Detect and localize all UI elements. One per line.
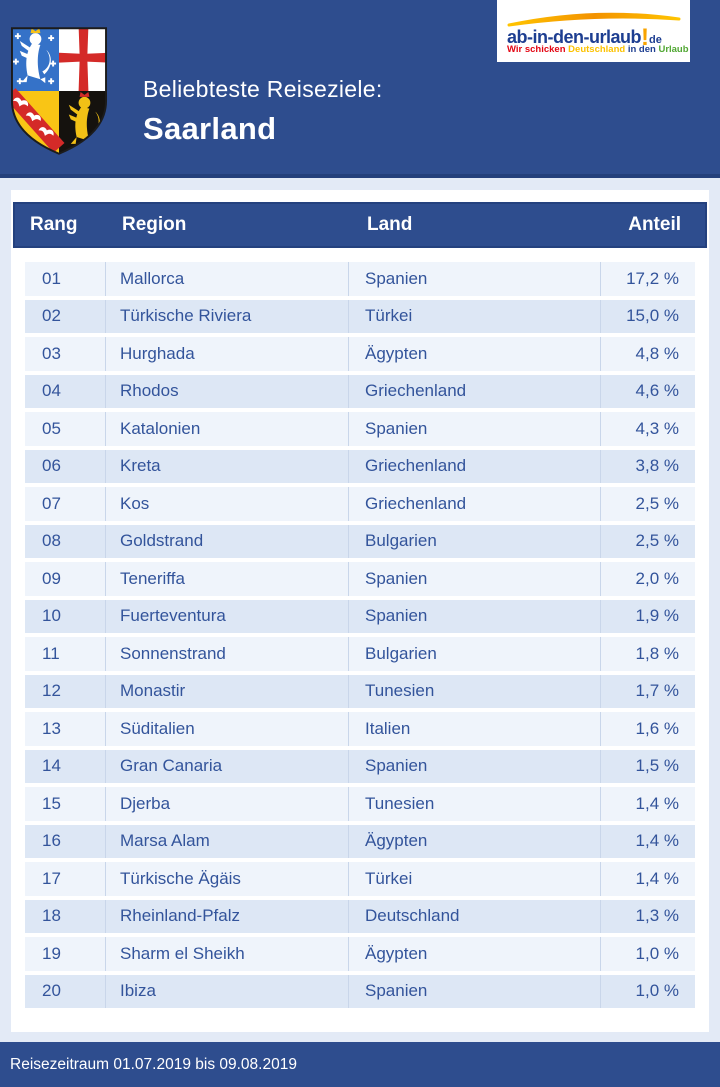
table-row <box>25 600 695 634</box>
region-cell: Marsa Alam <box>106 825 349 859</box>
column-header-anteil: Anteil <box>628 214 681 235</box>
column-header-rang: Rang <box>30 214 78 235</box>
table-row <box>25 825 695 859</box>
table-card <box>11 190 709 1032</box>
table-row <box>25 262 695 296</box>
rank-cell: 07 <box>25 487 106 521</box>
share-cell: 17,2 % <box>626 268 679 288</box>
region-cell: Fuerteventura <box>106 600 349 634</box>
table-row <box>25 937 695 971</box>
region-cell: Rheinland-Pfalz <box>106 900 349 934</box>
share-cell: 1,4 % <box>635 793 679 813</box>
column-header-land: Land <box>367 214 413 235</box>
share-cell: 2,5 % <box>635 531 679 551</box>
travel-period-text: Reisezeitraum 01.07.2019 bis 09.08.2019 <box>10 1055 297 1073</box>
share-cell: 15,0 % <box>626 306 679 326</box>
country-cell: Griechenland <box>349 450 601 484</box>
table-body <box>25 262 695 1012</box>
country-cell: Ägypten <box>349 937 601 971</box>
country-cell: Spanien <box>349 750 601 784</box>
rank-cell: 20 <box>25 975 106 1009</box>
country-cell: Spanien <box>349 600 601 634</box>
rank-cell: 15 <box>25 787 106 821</box>
table-row <box>25 412 695 446</box>
share-cell: 4,8 % <box>635 343 679 363</box>
country-cell: Türkei <box>349 862 601 896</box>
share-cell: 4,6 % <box>635 381 679 401</box>
rank-cell: 14 <box>25 750 106 784</box>
share-cell: 1,8 % <box>635 643 679 663</box>
share-cell: 1,4 % <box>635 868 679 888</box>
title-subtitle: Beliebteste Reiseziele: <box>143 76 383 102</box>
rank-cell: 08 <box>25 525 106 559</box>
region-cell: Sharm el Sheikh <box>106 937 349 971</box>
rank-cell: 01 <box>25 262 106 296</box>
rank-cell: 06 <box>25 450 106 484</box>
country-cell: Bulgarien <box>349 525 601 559</box>
country-cell: Italien <box>349 712 601 746</box>
rank-cell: 03 <box>25 337 106 371</box>
table-row <box>25 337 695 371</box>
share-cell: 1,9 % <box>635 606 679 626</box>
rank-cell: 17 <box>25 862 106 896</box>
country-cell: Spanien <box>349 562 601 596</box>
share-cell: 1,0 % <box>635 981 679 1001</box>
title-region-name: Saarland <box>143 111 277 146</box>
rank-cell: 12 <box>25 675 106 709</box>
country-cell: Ägypten <box>349 825 601 859</box>
page-title <box>143 76 383 147</box>
saarland-coat-of-arms-icon <box>10 26 108 156</box>
rank-cell: 02 <box>25 300 106 334</box>
footer-bar <box>0 1042 720 1087</box>
header-band <box>0 0 720 178</box>
share-cell: 2,0 % <box>635 568 679 588</box>
rank-cell: 05 <box>25 412 106 446</box>
region-cell: Hurghada <box>106 337 349 371</box>
table-row <box>25 975 695 1009</box>
column-header-region: Region <box>122 214 187 235</box>
region-cell: Sonnenstrand <box>106 637 349 671</box>
rank-cell: 04 <box>25 375 106 409</box>
country-cell: Spanien <box>349 975 601 1009</box>
country-cell: Tunesien <box>349 675 601 709</box>
share-cell: 1,6 % <box>635 718 679 738</box>
region-cell: Rhodos <box>106 375 349 409</box>
table-row <box>25 712 695 746</box>
table-row <box>25 637 695 671</box>
share-cell: 1,5 % <box>635 756 679 776</box>
table-row <box>25 375 695 409</box>
logo-exclamation: ! <box>641 24 649 51</box>
country-cell: Griechenland <box>349 375 601 409</box>
rank-cell: 16 <box>25 825 106 859</box>
share-cell: 2,5 % <box>635 493 679 513</box>
region-cell: Teneriffa <box>106 562 349 596</box>
table-row <box>25 750 695 784</box>
region-cell: Türkische Ägäis <box>106 862 349 896</box>
country-cell: Ägypten <box>349 337 601 371</box>
country-cell: Türkei <box>349 300 601 334</box>
country-cell: Spanien <box>349 412 601 446</box>
rank-cell: 13 <box>25 712 106 746</box>
table-row <box>25 487 695 521</box>
rank-cell: 10 <box>25 600 106 634</box>
logo-tagline <box>507 44 689 55</box>
tagline-urlaub: Urlaub <box>658 44 689 55</box>
country-cell: Tunesien <box>349 787 601 821</box>
region-cell: Süditalien <box>106 712 349 746</box>
country-cell: Deutschland <box>349 900 601 934</box>
rank-cell: 19 <box>25 937 106 971</box>
table-row <box>25 562 695 596</box>
region-cell: Katalonien <box>106 412 349 446</box>
rank-cell: 11 <box>25 637 106 671</box>
share-cell: 1,3 % <box>635 906 679 926</box>
tagline-in-den: in den <box>627 44 656 55</box>
country-cell: Bulgarien <box>349 637 601 671</box>
share-cell: 1,0 % <box>635 943 679 963</box>
table-row <box>25 787 695 821</box>
table-row <box>25 862 695 896</box>
region-cell: Goldstrand <box>106 525 349 559</box>
logo-text: ab-in-den-urlaub <box>507 27 641 47</box>
rank-cell: 09 <box>25 562 106 596</box>
region-cell: Monastir <box>106 675 349 709</box>
country-cell: Spanien <box>349 262 601 296</box>
table-header-row <box>13 202 707 248</box>
share-cell: 1,4 % <box>635 831 679 851</box>
rank-cell: 18 <box>25 900 106 934</box>
region-cell: Türkische Riviera <box>106 300 349 334</box>
table-row <box>25 300 695 334</box>
region-cell: Kos <box>106 487 349 521</box>
region-cell: Gran Canaria <box>106 750 349 784</box>
region-cell: Djerba <box>106 787 349 821</box>
table-row <box>25 900 695 934</box>
ab-in-den-urlaub-logo <box>497 0 690 62</box>
logo-tld: de <box>649 34 662 46</box>
tagline-wir-schicken: Wir schicken <box>507 44 566 55</box>
table-row <box>25 525 695 559</box>
tagline-deutschland: Deutschland <box>568 44 626 55</box>
share-cell: 4,3 % <box>635 418 679 438</box>
region-cell: Ibiza <box>106 975 349 1009</box>
table-row <box>25 675 695 709</box>
share-cell: 3,8 % <box>635 456 679 476</box>
region-cell: Mallorca <box>106 262 349 296</box>
share-cell: 1,7 % <box>635 681 679 701</box>
region-cell: Kreta <box>106 450 349 484</box>
country-cell: Griechenland <box>349 487 601 521</box>
table-row <box>25 450 695 484</box>
